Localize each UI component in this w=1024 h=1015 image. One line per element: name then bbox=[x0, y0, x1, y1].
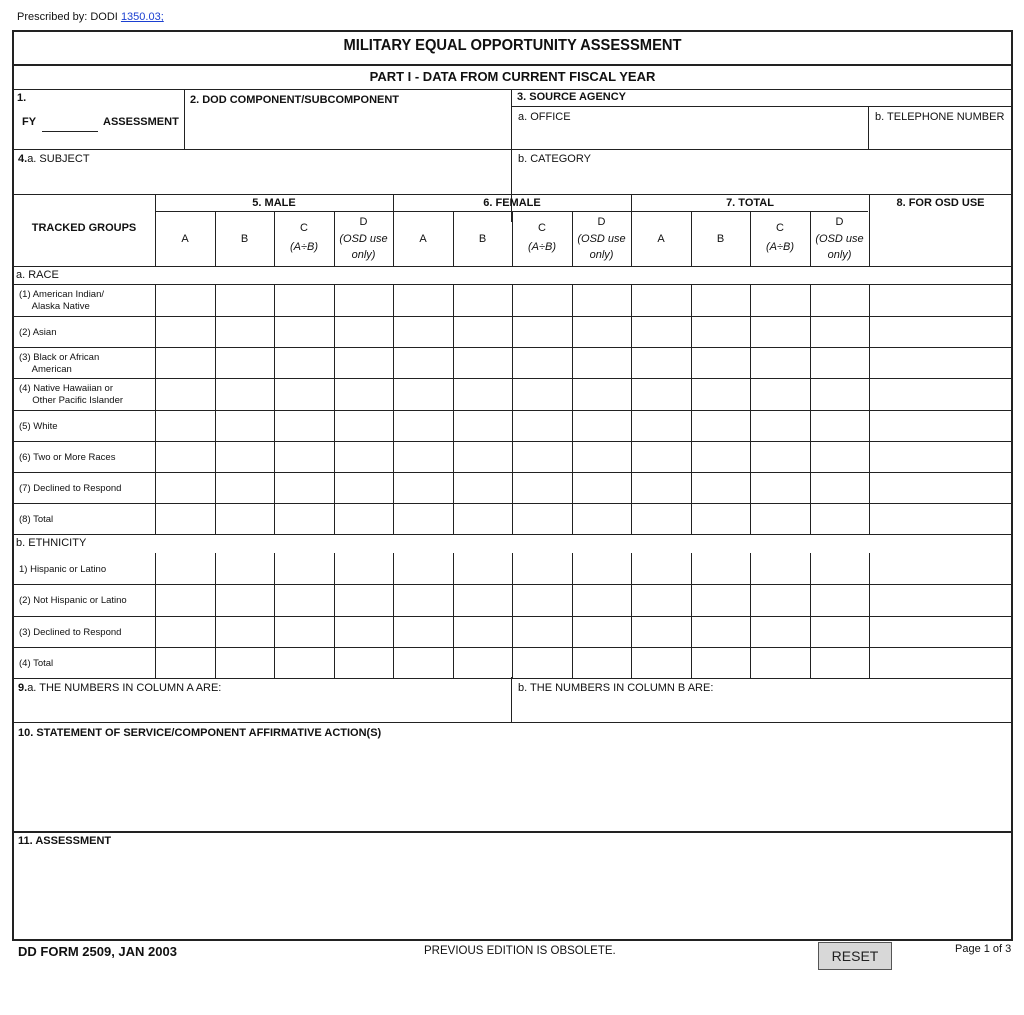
race-cell-input[interactable] bbox=[394, 411, 452, 440]
race-cell-input[interactable] bbox=[454, 504, 511, 533]
race-cell-input[interactable] bbox=[692, 317, 749, 346]
ethnicity-cell-input[interactable] bbox=[216, 648, 273, 677]
ethnicity-cell-input[interactable] bbox=[632, 617, 690, 646]
ethnicity-cell-input[interactable] bbox=[394, 648, 452, 677]
ethnicity-cell-input[interactable] bbox=[335, 585, 392, 615]
ethnicity-cell-input[interactable] bbox=[513, 585, 571, 615]
ethnicity-osd-use-input[interactable] bbox=[870, 617, 1010, 646]
race-cell-input[interactable] bbox=[751, 411, 809, 440]
race-cell-input[interactable] bbox=[394, 473, 452, 502]
category-input[interactable] bbox=[513, 167, 1010, 194]
race-cell-input[interactable] bbox=[751, 317, 809, 346]
ethnicity-cell-input[interactable] bbox=[454, 617, 511, 646]
ethnicity-cell-input[interactable] bbox=[156, 617, 214, 646]
race-cell-input[interactable] bbox=[275, 379, 333, 409]
subcol-header-c-formula: (A÷B) bbox=[289, 241, 319, 253]
subcol-header-d: D bbox=[359, 216, 368, 228]
race-cell-input[interactable] bbox=[513, 285, 571, 315]
race-cell-input[interactable] bbox=[573, 285, 630, 315]
race-cell-input[interactable] bbox=[275, 317, 333, 346]
ethnicity-cell-input[interactable] bbox=[632, 554, 690, 583]
subject-label: 4.a. SUBJECT bbox=[18, 153, 90, 165]
race-cell-input[interactable] bbox=[335, 473, 392, 502]
ethnicity-cell-input[interactable] bbox=[692, 585, 749, 615]
race-cell-input[interactable] bbox=[513, 379, 571, 409]
ethnicity-cell-input[interactable] bbox=[216, 585, 273, 615]
race-cell-input[interactable] bbox=[454, 473, 511, 502]
race-row-label: (3) Black or African American bbox=[19, 352, 100, 375]
race-cell-input[interactable] bbox=[513, 473, 571, 502]
group-header-1: 6. FEMALE bbox=[483, 197, 541, 209]
ethnicity-cell-input[interactable] bbox=[394, 585, 452, 615]
column-a-numbers-input[interactable] bbox=[14, 697, 510, 721]
ethnicity-cell-input[interactable] bbox=[216, 617, 273, 646]
ethnicity-cell-input[interactable] bbox=[454, 554, 511, 583]
race-cell-input[interactable] bbox=[513, 348, 571, 377]
ethnicity-cell-input[interactable] bbox=[156, 648, 214, 677]
ethnicity-cell-input[interactable] bbox=[513, 648, 571, 677]
ethnicity-cell-input[interactable] bbox=[394, 554, 452, 583]
item10-label: 10. STATEMENT OF SERVICE/COMPONENT AFFIRMATIVE ACTION(S) bbox=[18, 727, 382, 739]
race-osd-use-input[interactable] bbox=[870, 442, 1010, 471]
ethnicity-cell-input[interactable] bbox=[335, 554, 392, 583]
race-cell-input[interactable] bbox=[216, 317, 273, 346]
race-cell-input[interactable] bbox=[632, 317, 690, 346]
race-cell-input[interactable] bbox=[751, 379, 809, 409]
race-cell-input[interactable] bbox=[156, 317, 214, 346]
race-cell-input[interactable] bbox=[156, 285, 214, 315]
race-row-label: (2) Asian bbox=[19, 327, 57, 338]
race-osd-use-input[interactable] bbox=[870, 379, 1010, 409]
item11-label: 11. ASSESSMENT bbox=[18, 835, 112, 847]
race-cell-input[interactable] bbox=[692, 504, 749, 533]
ethnicity-cell-input[interactable] bbox=[573, 617, 630, 646]
ethnicity-cell-input[interactable] bbox=[811, 648, 868, 677]
subcol-header-c-formula: (A÷B) bbox=[765, 241, 795, 253]
ethnicity-cell-input[interactable] bbox=[573, 585, 630, 615]
race-osd-use-input[interactable] bbox=[870, 348, 1010, 377]
race-cell-input[interactable] bbox=[573, 504, 630, 533]
subcol-header: A bbox=[181, 233, 189, 245]
race-cell-input[interactable] bbox=[811, 442, 868, 471]
race-section-label: a. RACE bbox=[16, 269, 59, 281]
race-cell-input[interactable] bbox=[335, 317, 392, 346]
ethnicity-cell-input[interactable] bbox=[632, 585, 690, 615]
race-cell-input[interactable] bbox=[156, 504, 214, 533]
ethnicity-osd-use-input[interactable] bbox=[870, 648, 1010, 677]
page-info: Page 1 of 3 bbox=[955, 943, 1012, 955]
affirmative-action-statement-input[interactable] bbox=[14, 742, 1010, 830]
race-cell-input[interactable] bbox=[156, 348, 214, 377]
form-id: DD FORM 2509, JAN 2003 bbox=[18, 944, 177, 959]
ethnicity-cell-input[interactable] bbox=[156, 554, 214, 583]
fy-label: FY bbox=[22, 116, 37, 128]
item3-label: 3. SOURCE AGENCY bbox=[517, 91, 627, 103]
ethnicity-cell-input[interactable] bbox=[275, 585, 333, 615]
race-row-label: (5) White bbox=[19, 421, 58, 432]
ethnicity-cell-input[interactable] bbox=[216, 554, 273, 583]
race-cell-input[interactable] bbox=[454, 285, 511, 315]
race-cell-input[interactable] bbox=[156, 379, 214, 409]
subject-label-text: a. SUBJECT bbox=[27, 153, 90, 165]
office-label: a. OFFICE bbox=[518, 111, 571, 123]
race-cell-input[interactable] bbox=[216, 504, 273, 533]
ethnicity-cell-input[interactable] bbox=[811, 585, 868, 615]
race-cell-input[interactable] bbox=[632, 442, 690, 471]
ethnicity-osd-use-input[interactable] bbox=[870, 554, 1010, 583]
race-cell-input[interactable] bbox=[692, 348, 749, 377]
edition-note: PREVIOUS EDITION IS OBSOLETE. bbox=[424, 945, 616, 957]
subcol-header-d-note2: only) bbox=[589, 249, 614, 261]
ethnicity-cell-input[interactable] bbox=[275, 617, 333, 646]
ethnicity-cell-input[interactable] bbox=[751, 617, 809, 646]
race-cell-input[interactable] bbox=[216, 379, 273, 409]
item9a-label-text: a. THE NUMBERS IN COLUMN A ARE: bbox=[27, 682, 222, 694]
race-cell-input[interactable] bbox=[573, 442, 630, 471]
race-cell-input[interactable] bbox=[275, 411, 333, 440]
race-cell-input[interactable] bbox=[573, 348, 630, 377]
race-cell-input[interactable] bbox=[454, 348, 511, 377]
race-osd-use-input[interactable] bbox=[870, 317, 1010, 346]
race-cell-input[interactable] bbox=[573, 411, 630, 440]
subcol-header-d-note: (OSD use bbox=[339, 233, 388, 245]
race-cell-input[interactable] bbox=[692, 285, 749, 315]
ethnicity-cell-input[interactable] bbox=[573, 648, 630, 677]
ethnicity-cell-input[interactable] bbox=[692, 648, 749, 677]
race-cell-input[interactable] bbox=[632, 411, 690, 440]
ethnicity-cell-input[interactable] bbox=[275, 648, 333, 677]
tracked-groups-label: TRACKED GROUPS bbox=[31, 222, 137, 234]
subcol-header-d-note: (OSD use bbox=[815, 233, 864, 245]
ethnicity-cell-input[interactable] bbox=[335, 617, 392, 646]
reset-button[interactable]: RESET bbox=[818, 942, 892, 970]
race-row-label: (7) Declined to Respond bbox=[19, 483, 122, 494]
race-cell-input[interactable] bbox=[632, 473, 690, 502]
subcol-header: B bbox=[240, 233, 249, 245]
prescribed-ref-link[interactable]: 1350.03; bbox=[120, 11, 164, 23]
ethnicity-row-label: (4) Total bbox=[19, 658, 54, 669]
race-cell-input[interactable] bbox=[632, 348, 690, 377]
race-cell-input[interactable] bbox=[394, 442, 452, 471]
race-cell-input[interactable] bbox=[275, 285, 333, 315]
prescribed-by bbox=[17, 12, 164, 23]
race-cell-input[interactable] bbox=[156, 442, 214, 471]
race-row-label: (6) Two or More Races bbox=[19, 452, 116, 463]
race-row-label: (4) Native Hawaiian or Other Pacific Islander bbox=[19, 383, 124, 406]
ethnicity-cell-input[interactable] bbox=[811, 617, 868, 646]
subcol-header-c: C bbox=[300, 222, 308, 234]
race-cell-input[interactable] bbox=[394, 379, 452, 409]
race-cell-input[interactable] bbox=[811, 473, 868, 502]
ethnicity-cell-input[interactable] bbox=[573, 554, 630, 583]
subcol-header-c: C bbox=[776, 222, 784, 234]
ethnicity-cell-input[interactable] bbox=[394, 617, 452, 646]
subcol-header: A bbox=[419, 233, 427, 245]
race-cell-input[interactable] bbox=[335, 504, 392, 533]
race-cell-input[interactable] bbox=[216, 285, 273, 315]
fy-input-underline bbox=[42, 131, 98, 132]
race-cell-input[interactable] bbox=[692, 473, 749, 502]
subcol-header: B bbox=[478, 233, 487, 245]
subcol-header: A bbox=[657, 233, 665, 245]
race-cell-input[interactable] bbox=[454, 317, 511, 346]
race-cell-input[interactable] bbox=[811, 411, 868, 440]
ethnicity-cell-input[interactable] bbox=[751, 648, 809, 677]
race-cell-input[interactable] bbox=[573, 317, 630, 346]
race-cell-input[interactable] bbox=[751, 285, 809, 315]
assessment-input[interactable] bbox=[14, 850, 1010, 937]
ethnicity-cell-input[interactable] bbox=[751, 585, 809, 615]
race-cell-input[interactable] bbox=[811, 504, 868, 533]
subcol-header-d-note: (OSD use bbox=[577, 233, 626, 245]
ethnicity-cell-input[interactable] bbox=[692, 554, 749, 583]
race-cell-input[interactable] bbox=[632, 379, 690, 409]
subcol-header-c-formula: (A÷B) bbox=[527, 241, 557, 253]
assessment-label: ASSESSMENT bbox=[103, 116, 179, 128]
race-cell-input[interactable] bbox=[692, 442, 749, 471]
group-header-0: 5. MALE bbox=[252, 197, 296, 209]
item2-label: 2. DOD COMPONENT/SUBCOMPONENT bbox=[190, 94, 400, 106]
race-cell-input[interactable] bbox=[573, 473, 630, 502]
ethnicity-cell-input[interactable] bbox=[513, 617, 571, 646]
race-cell-input[interactable] bbox=[573, 379, 630, 409]
race-cell-input[interactable] bbox=[156, 411, 214, 440]
race-cell-input[interactable] bbox=[156, 473, 214, 502]
ethnicity-cell-input[interactable] bbox=[156, 585, 214, 615]
prescribed-by-text: Prescribed by: DODI bbox=[17, 11, 118, 23]
item9a-label: 9.a. THE NUMBERS IN COLUMN A ARE: bbox=[18, 682, 222, 694]
race-cell-input[interactable] bbox=[275, 473, 333, 502]
ethnicity-cell-input[interactable] bbox=[513, 554, 571, 583]
race-osd-use-input[interactable] bbox=[870, 504, 1010, 533]
office-input[interactable] bbox=[513, 125, 867, 148]
race-row-label: (8) Total bbox=[19, 514, 54, 525]
race-cell-input[interactable] bbox=[335, 379, 392, 409]
race-cell-input[interactable] bbox=[394, 317, 452, 346]
category-label: b. CATEGORY bbox=[518, 153, 591, 165]
race-cell-input[interactable] bbox=[216, 442, 273, 471]
ethnicity-row-label: (3) Declined to Respond bbox=[19, 627, 122, 638]
ethnicity-cell-input[interactable] bbox=[692, 617, 749, 646]
race-cell-input[interactable] bbox=[811, 348, 868, 377]
subcol-header-d: D bbox=[835, 216, 844, 228]
race-cell-input[interactable] bbox=[751, 504, 809, 533]
race-cell-input[interactable] bbox=[275, 504, 333, 533]
subcol-header-d-note2: only) bbox=[827, 249, 852, 261]
ethnicity-cell-input[interactable] bbox=[275, 554, 333, 583]
race-cell-input[interactable] bbox=[394, 348, 452, 377]
telephone-input[interactable] bbox=[870, 125, 1010, 148]
column-b-numbers-input[interactable] bbox=[513, 697, 1010, 721]
race-cell-input[interactable] bbox=[335, 411, 392, 440]
race-cell-input[interactable] bbox=[811, 285, 868, 315]
ethnicity-cell-input[interactable] bbox=[751, 554, 809, 583]
race-cell-input[interactable] bbox=[216, 473, 273, 502]
race-cell-input[interactable] bbox=[692, 411, 749, 440]
race-row-label: (1) American Indian/ Alaska Native bbox=[19, 289, 105, 312]
subcol-header-d: D bbox=[597, 216, 606, 228]
race-cell-input[interactable] bbox=[454, 442, 511, 471]
race-cell-input[interactable] bbox=[513, 442, 571, 471]
race-cell-input[interactable] bbox=[811, 379, 868, 409]
form-title: MILITARY EQUAL OPPORTUNITY ASSESSMENT bbox=[343, 37, 682, 54]
race-cell-input[interactable] bbox=[632, 285, 690, 315]
ethnicity-cell-input[interactable] bbox=[454, 585, 511, 615]
subcol-header: B bbox=[716, 233, 725, 245]
race-cell-input[interactable] bbox=[811, 317, 868, 346]
race-cell-input[interactable] bbox=[751, 442, 809, 471]
race-cell-input[interactable] bbox=[632, 504, 690, 533]
race-cell-input[interactable] bbox=[216, 348, 273, 377]
race-osd-use-input[interactable] bbox=[870, 411, 1010, 440]
part-title: PART I - DATA FROM CURRENT FISCAL YEAR bbox=[369, 69, 656, 84]
ethnicity-section-label: b. ETHNICITY bbox=[16, 537, 87, 549]
subject-input[interactable] bbox=[14, 167, 510, 194]
ethnicity-cell-input[interactable] bbox=[632, 648, 690, 677]
race-cell-input[interactable] bbox=[513, 504, 571, 533]
race-cell-input[interactable] bbox=[335, 442, 392, 471]
ethnicity-cell-input[interactable] bbox=[454, 648, 511, 677]
ethnicity-osd-use-input[interactable] bbox=[870, 585, 1010, 615]
subcol-header-c: C bbox=[538, 222, 546, 234]
item9b-label: b. THE NUMBERS IN COLUMN B ARE: bbox=[518, 682, 714, 694]
ethnicity-cell-input[interactable] bbox=[811, 554, 868, 583]
group-header-2: 7. TOTAL bbox=[726, 197, 774, 209]
race-cell-input[interactable] bbox=[513, 317, 571, 346]
osd-use-label: 8. FOR OSD USE bbox=[896, 197, 985, 209]
race-cell-input[interactable] bbox=[394, 504, 452, 533]
race-osd-use-input[interactable] bbox=[870, 285, 1010, 315]
ethnicity-row-label: (2) Not Hispanic or Latino bbox=[19, 595, 127, 606]
fy-input[interactable] bbox=[42, 114, 98, 130]
race-cell-input[interactable] bbox=[335, 285, 392, 315]
dod-component-input[interactable] bbox=[186, 110, 510, 148]
race-cell-input[interactable] bbox=[394, 285, 452, 315]
race-cell-input[interactable] bbox=[454, 379, 511, 409]
subcol-header-d-note2: only) bbox=[351, 249, 376, 261]
race-cell-input[interactable] bbox=[216, 411, 273, 440]
race-cell-input[interactable] bbox=[513, 411, 571, 440]
telephone-label: b. TELEPHONE NUMBER bbox=[875, 111, 1005, 123]
race-cell-input[interactable] bbox=[751, 348, 809, 377]
race-cell-input[interactable] bbox=[454, 411, 511, 440]
item1-label: 1. bbox=[17, 92, 27, 104]
race-cell-input[interactable] bbox=[751, 473, 809, 502]
race-osd-use-input[interactable] bbox=[870, 473, 1010, 502]
ethnicity-row-label: 1) Hispanic or Latino bbox=[19, 564, 107, 575]
ethnicity-cell-input[interactable] bbox=[335, 648, 392, 677]
race-cell-input[interactable] bbox=[335, 348, 392, 377]
race-cell-input[interactable] bbox=[692, 379, 749, 409]
race-cell-input[interactable] bbox=[275, 442, 333, 471]
race-cell-input[interactable] bbox=[275, 348, 333, 377]
